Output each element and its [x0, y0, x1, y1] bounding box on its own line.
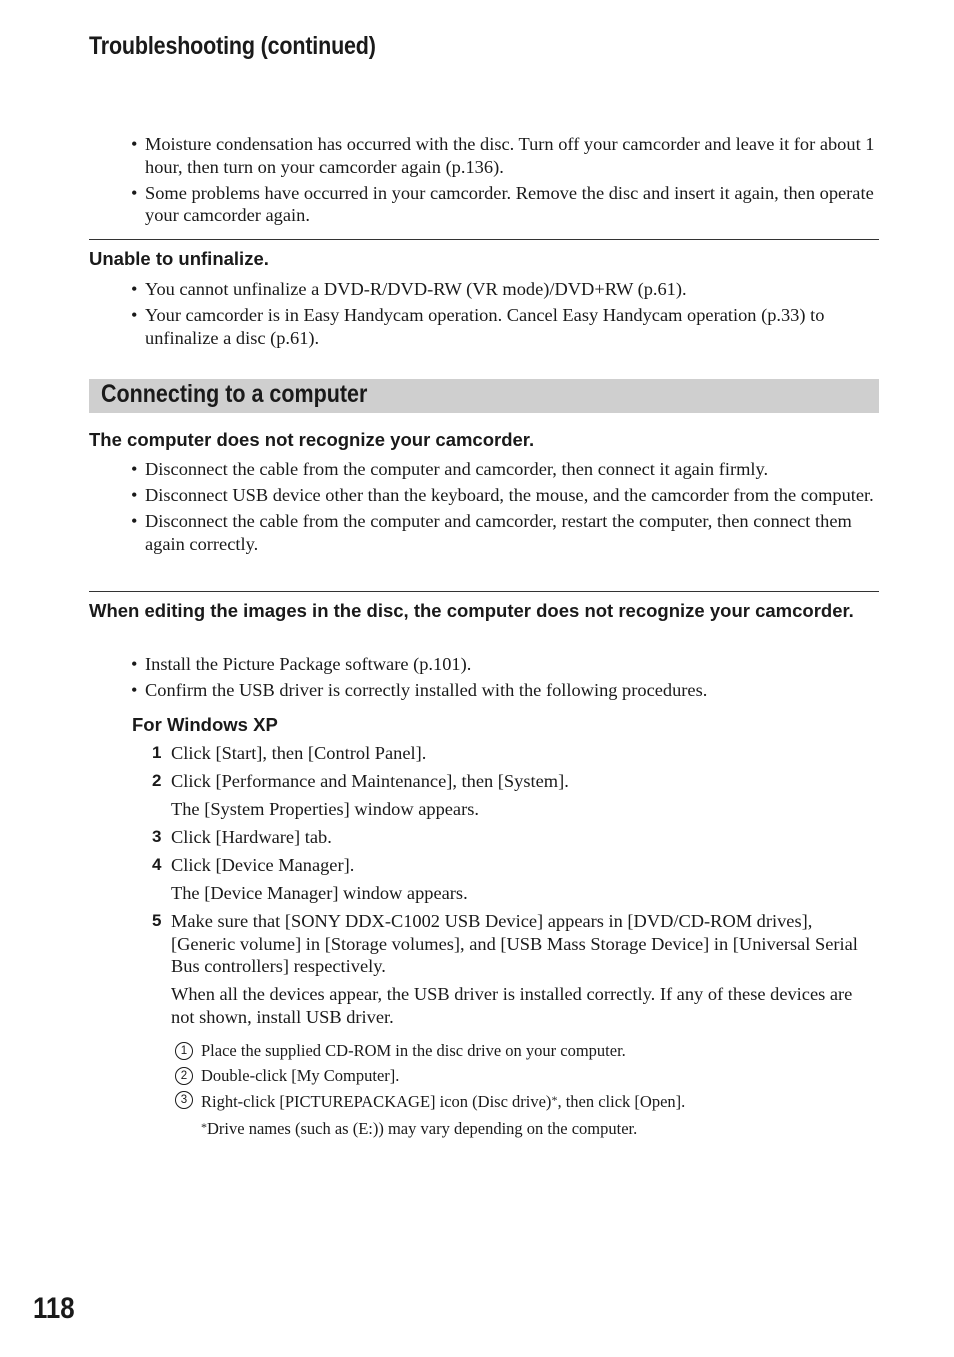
step-text: Make sure that [SONY DDX-C1002 USB Device] appears in [DVD/CD-ROM drives], [Generic volume] in [Storage volumes], and [USB Mass Storage Device] in [Universal Serial Bus controllers] respectively.: [171, 911, 858, 976]
bullet-icon: •: [131, 680, 138, 700]
footnote: [175, 1117, 875, 1139]
circled-number-icon: 1: [175, 1042, 193, 1060]
step-item: [150, 854, 878, 905]
list-item: • Disconnect the cable from the computer and camcorder, restart the computer, then connect them again correctly.: [131, 511, 852, 554]
bullet-icon: •: [131, 305, 138, 325]
footnote-marker: *: [201, 1119, 207, 1134]
not-recognize-bullet-list: [131, 458, 876, 559]
step-text: Click [Start], then [Control Panel].: [171, 743, 427, 763]
substep-text-tail: , then click [Open].: [557, 1092, 686, 1111]
section-title: Connecting to a computer: [101, 380, 368, 408]
divider: [89, 239, 879, 240]
unfinalize-bullet-list: [131, 278, 876, 353]
list-item: • Disconnect USB device other than the keyboard, the mouse, and the camcorder from the computer.: [131, 485, 874, 505]
step-text: Click [Hardware] tab.: [171, 827, 332, 847]
step-text: Click [Performance and Maintenance], then [System].: [171, 771, 569, 791]
bullet-icon: •: [131, 134, 138, 154]
list-item: • Confirm the USB driver is correctly installed with the following procedures.: [131, 680, 708, 700]
step-note: The [System Properties] window appears.: [171, 799, 479, 819]
list-item: • Your camcorder is in Easy Handycam operation. Cancel Easy Handycam operation (p.33) to unfinalize a disc (p.61).: [131, 305, 825, 348]
editing-bullet-list: [131, 653, 876, 705]
bullet-icon: •: [131, 511, 138, 531]
list-item: • Moisture condensation has occurred with the disc. Turn off your camcorder and leave it for about 1 hour, then turn on your camcorder again (p.136).: [131, 134, 875, 177]
step-number: 2: [152, 771, 162, 790]
step-item: [150, 770, 878, 821]
divider: [89, 591, 879, 592]
circled-number-icon: 3: [175, 1091, 193, 1109]
step-note: When all the devices appear, the USB driver is installed correctly. If any of these devices are not shown, install USB driver.: [171, 984, 853, 1027]
step-note: The [Device Manager] window appears.: [171, 883, 468, 903]
list-item: • Disconnect the cable from the computer and camcorder, then connect it again firmly.: [131, 459, 769, 479]
substep-item: [175, 1041, 875, 1061]
substep-item: [175, 1090, 875, 1112]
step-number: 3: [152, 827, 162, 846]
step-item: [150, 742, 878, 765]
list-item: • Some problems have occurred in your camcorder. Remove the disc and insert it again, then operate your camcorder again.: [131, 182, 874, 225]
list-item: • You cannot unfinalize a DVD-R/DVD-RW (VR mode)/DVD+RW (p.61).: [131, 279, 687, 299]
bullet-icon: •: [131, 279, 138, 299]
windows-xp-heading: For Windows XP: [132, 714, 278, 735]
substep-item: [175, 1066, 875, 1086]
page-number: 118: [33, 1292, 75, 1325]
running-head: Troubleshooting (continued): [89, 32, 376, 60]
footnote-marker: *: [551, 1093, 558, 1107]
footnote-text: Drive names (such as (E:)) may vary depending on the computer.: [207, 1118, 638, 1138]
editing-heading: When editing the images in the disc, the computer does not recognize your camcorder.: [89, 600, 854, 621]
list-item: • Install the Picture Package software (p.101).: [131, 654, 472, 674]
substep-text: Place the supplied CD-ROM in the disc drive on your computer.: [201, 1041, 626, 1060]
substep-text: Double-click [My Computer].: [201, 1065, 400, 1085]
top-bullet-list: [131, 133, 876, 230]
circled-number-icon: 2: [175, 1067, 193, 1085]
step-item: [150, 910, 878, 1028]
bullet-icon: •: [131, 654, 138, 674]
steps-list: [150, 742, 878, 1034]
bullet-icon: •: [131, 459, 138, 479]
bullet-icon: •: [131, 485, 138, 505]
substep-text: Right-click [PICTUREPACKAGE] icon (Disc drive): [201, 1092, 552, 1111]
step-number: 1: [152, 743, 162, 762]
substeps-list: [175, 1041, 875, 1139]
not-recognize-heading: The computer does not recognize your camcorder.: [89, 429, 535, 450]
step-item: [150, 826, 878, 849]
step-text: Click [Device Manager].: [171, 855, 355, 875]
bullet-icon: •: [131, 182, 138, 203]
step-number: 5: [152, 911, 162, 930]
step-number: 4: [152, 855, 162, 874]
unfinalize-heading: Unable to unfinalize.: [89, 248, 269, 269]
